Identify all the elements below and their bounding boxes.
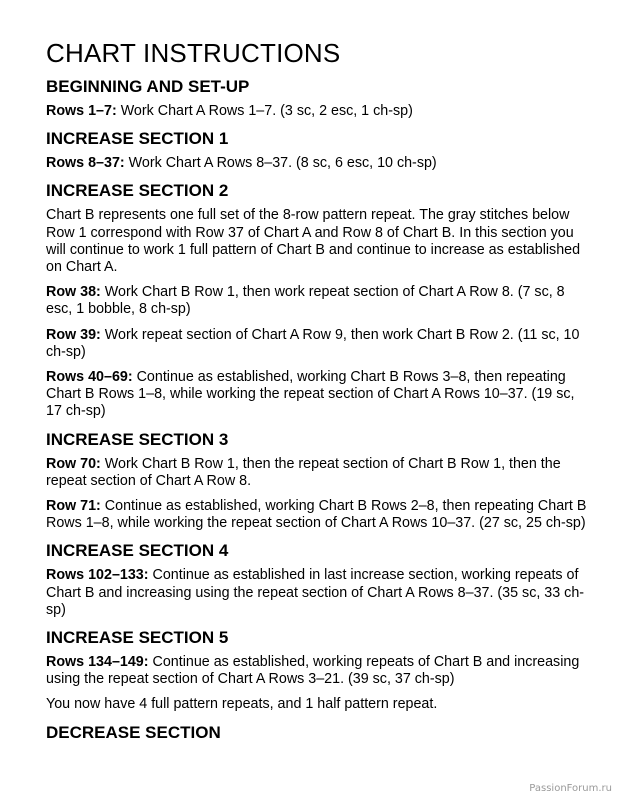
page-title: CHART INSTRUCTIONS (46, 38, 341, 68)
row-label: Rows 8–37: (46, 155, 125, 172)
row-label: Rows 40–69: (46, 369, 133, 386)
row-label: Row 71: (46, 498, 101, 515)
instruction-paragraph (46, 567, 591, 619)
row-label: Rows 102–133: (46, 567, 149, 584)
watermark: PassionForum.ru (529, 783, 612, 794)
instruction-text: Work Chart A Rows 1–7. (3 sc, 2 esc, 1 ch-sp) (116, 103, 413, 119)
instruction-text: Continue as established in last increase section, working repeats of Chart B and increasing using the repeat section of Chart A Rows 8–37. (35 sc, 33 ch-sp) (46, 567, 585, 618)
section-heading: INCREASE SECTION 3 (46, 429, 229, 449)
section-increase-1 (46, 128, 591, 172)
instruction-paragraph (46, 498, 591, 532)
instruction-text: Work repeat section of Chart A Row 9, then work Chart B Row 2. (11 sc, 10 ch-sp) (46, 326, 580, 360)
instruction-text: Chart B represents one full set of the 8-row pattern repeat. The gray stitches below Row 1 correspond with Row 37 of Chart A and Row 8 of Chart B. In this section you will continue to work 1 full pattern of Chart B and continue to increase as established on Chart A. (46, 207, 581, 276)
section-heading: DECREASE SECTION (46, 722, 221, 742)
instruction-text: Work Chart B Row 1, then the repeat section of Chart B Row 1, then the repeat section of Chart A Row 8. (46, 455, 561, 489)
section-heading: INCREASE SECTION 2 (46, 181, 229, 201)
instruction-paragraph (46, 369, 591, 421)
section-heading: INCREASE SECTION 4 (46, 541, 229, 561)
instruction-text: Work Chart B Row 1, then work repeat section of Chart A Row 8. (7 sc, 8 esc, 1 bobble, 8 ch-sp) (46, 284, 565, 318)
instruction-paragraph (46, 327, 591, 361)
document-page (46, 36, 591, 749)
instruction-paragraph (46, 654, 591, 688)
row-label: Row 70: (46, 455, 101, 472)
section-heading: INCREASE SECTION 5 (46, 628, 229, 648)
section-beginning (46, 76, 591, 120)
instruction-paragraph (46, 103, 591, 120)
instruction-paragraph (46, 207, 591, 276)
section-increase-4 (46, 540, 591, 619)
section-heading: BEGINNING AND SET-UP (46, 77, 250, 96)
instruction-text: You now have 4 full pattern repeats, and 1 half pattern repeat. (46, 696, 438, 713)
section-heading: INCREASE SECTION 1 (46, 129, 229, 149)
row-label: Rows 1–7: (46, 103, 117, 119)
instruction-paragraph (46, 155, 591, 172)
section-increase-5 (46, 627, 591, 714)
instruction-paragraph (46, 284, 591, 318)
section-increase-2 (46, 180, 591, 420)
section-decrease (46, 722, 591, 744)
row-label: Row 39: (46, 326, 101, 343)
instruction-text: Work Chart A Rows 8–37. (8 sc, 6 esc, 10 ch-sp) (124, 155, 437, 172)
instruction-text: Continue as established, working Chart B Rows 3–8, then repeating Chart B Rows 1–8, while working the repeat section of Chart A Rows 10–37. (19 sc, 17 ch-sp) (46, 369, 575, 420)
row-label: Rows 134–149: (46, 654, 149, 671)
instruction-text: Continue as established, working Chart B Rows 2–8, then repeating Chart B Rows 1–8, while working the repeat section of Chart A Rows 10–37. (27 sc, 25 ch-sp) (46, 498, 587, 532)
instruction-text: Continue as established, working repeats of Chart B and increasing using the repeat section of Chart A Rows 3–21. (39 sc, 37 ch-sp) (46, 654, 580, 688)
section-increase-3 (46, 429, 591, 533)
instruction-paragraph (46, 696, 591, 713)
instruction-paragraph (46, 456, 591, 490)
row-label: Row 38: (46, 284, 101, 301)
